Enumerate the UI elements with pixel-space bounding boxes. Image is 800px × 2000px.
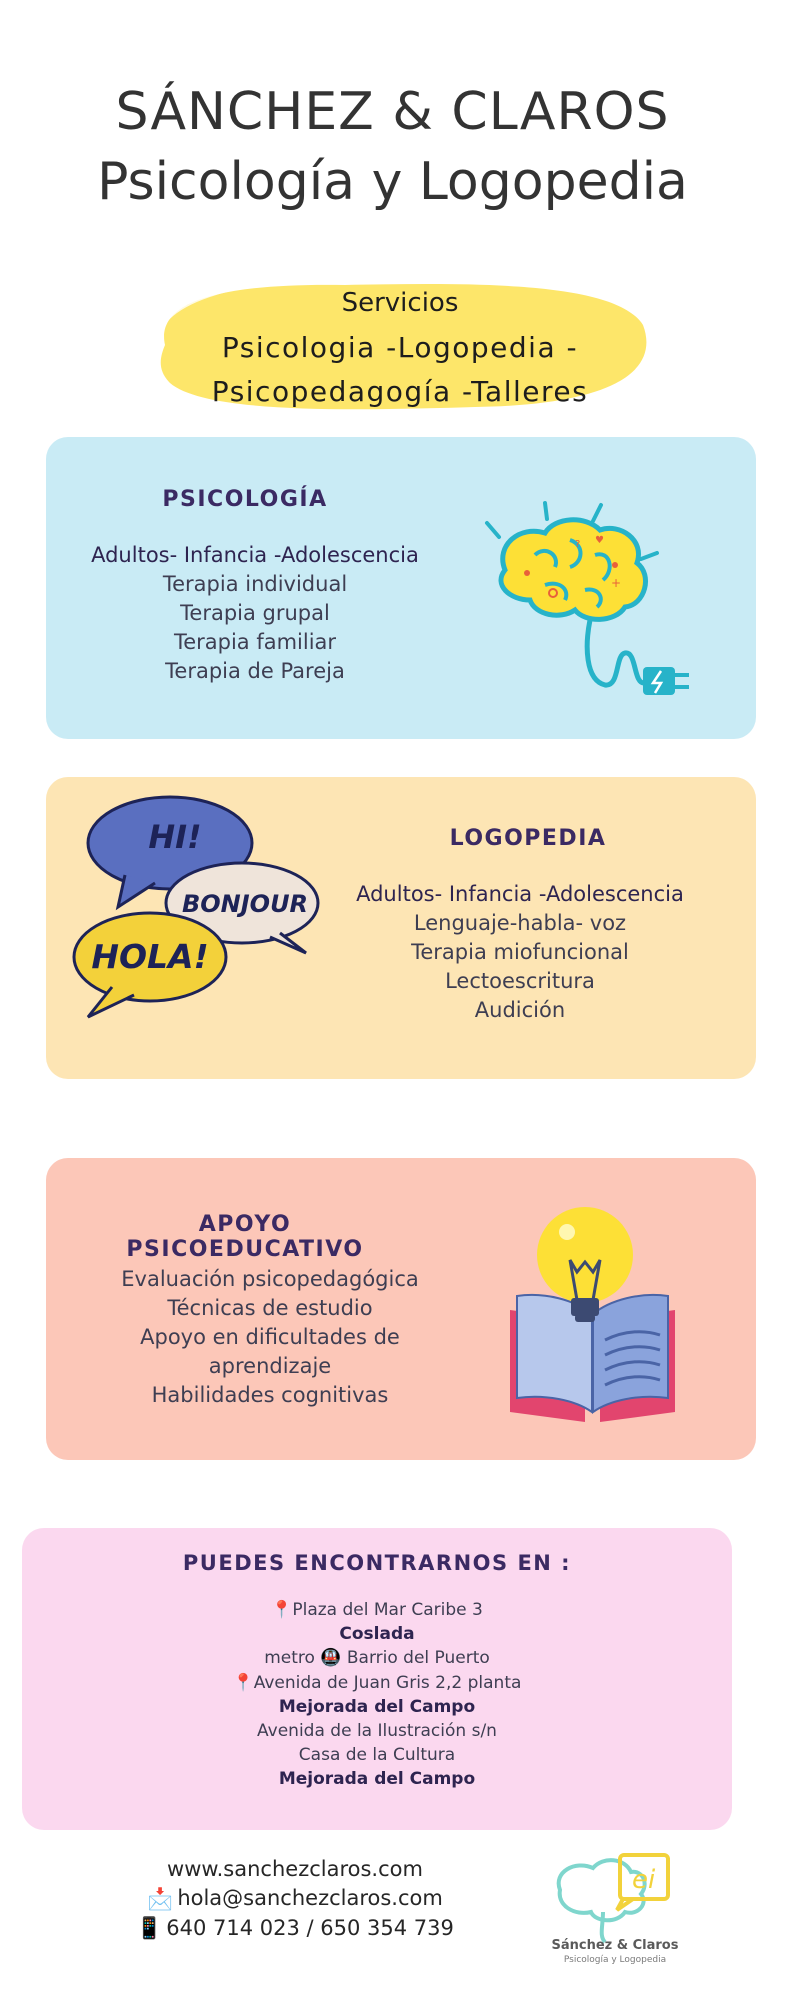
psicologia-item: Terapia grupal — [180, 601, 330, 625]
psicologia-item: Terapia de Pareja — [165, 659, 345, 683]
phone-numbers[interactable]: 640 714 023 / 650 354 739 — [166, 1915, 454, 1940]
svg-text:♥: ♥ — [595, 535, 604, 546]
email-link[interactable]: hola@sanchezclaros.com — [177, 1886, 443, 1910]
logopedia-item: Audición — [474, 998, 566, 1022]
website-link[interactable]: www.sanchezclaros.com — [167, 1857, 423, 1881]
book-lightbulb-icon — [505, 1200, 680, 1425]
logopedia-list — [330, 880, 710, 1025]
apoyo-item: aprendizaje — [208, 1354, 332, 1378]
phone-icon: 📱 — [136, 1916, 163, 1940]
logo-tagline: Psicología y Logopedia — [563, 1955, 667, 1965]
location-line: Casa de la Cultura — [298, 1745, 456, 1766]
svg-text:?: ? — [575, 539, 581, 550]
location-line: 📍Avenida de Juan Gris 2,2 planta — [232, 1672, 522, 1693]
bubble-hi: HI! — [148, 818, 202, 856]
location-city: Coslada — [339, 1624, 415, 1645]
logopedia-item: Terapia miofuncional — [411, 940, 629, 964]
logopedia-item: Lenguaje-habla- voz — [413, 911, 627, 935]
location-line: 📍Plaza del Mar Caribe 3 — [271, 1600, 483, 1620]
apoyo-item: Técnicas de estudio — [167, 1296, 373, 1320]
apoyo-item: Evaluación psicopedagógica — [121, 1267, 419, 1291]
apoyo-item: Habilidades cognitivas — [151, 1383, 389, 1407]
location-line: Avenida de la Ilustración s/n — [257, 1721, 497, 1742]
psicologia-item: Adultos- Infancia -Adolescencia — [91, 543, 419, 567]
logopedia-heading: LOGOPEDIA — [449, 826, 607, 851]
services-line-1: Psicologia -Logopedia - — [221, 331, 579, 364]
logo-name: Sánchez & Claros — [551, 1938, 679, 1953]
services-line-2: Psicopedagogía -Talleres — [211, 375, 589, 408]
svg-text:+: + — [611, 576, 622, 590]
metro-train-icon: 🚇 — [320, 1648, 342, 1669]
location-line: metro 🚇 Barrio del Puerto — [264, 1648, 490, 1669]
services-block — [145, 288, 655, 414]
apoyo-item: Apoyo en dificultades de — [140, 1325, 400, 1349]
bubble-hola: HOLA! — [91, 937, 209, 976]
map-pin-icon: 📍 — [232, 1672, 254, 1693]
services-heading: Servicios — [341, 288, 459, 318]
map-pin-icon: 📍 — [271, 1600, 293, 1620]
psicologia-list — [60, 541, 450, 686]
location-city: Mejorada del Campo — [278, 1769, 476, 1790]
phone-line — [100, 1914, 490, 1944]
contact-block — [100, 1855, 490, 1943]
logo-mark: ei — [632, 1865, 656, 1895]
psicologia-heading: PSICOLOGÍA — [162, 487, 328, 512]
logopedia-item: Lectoescritura — [445, 969, 595, 993]
location-city: Mejorada del Campo — [278, 1696, 476, 1717]
bubble-bonjour: BONJOUR — [181, 890, 309, 918]
title-line-1: SÁNCHEZ & CLAROS — [115, 82, 670, 142]
apoyo-list — [90, 1265, 450, 1410]
locations-list — [22, 1598, 732, 1792]
psicologia-item: Terapia individual — [162, 572, 348, 596]
logopedia-item: Adultos- Infancia -Adolescencia — [356, 882, 684, 906]
brain-plug-icon — [475, 495, 705, 710]
locations-heading: PUEDES ENCONTRARNOS EN : — [182, 1551, 572, 1575]
psicologia-item: Terapia familiar — [173, 630, 337, 654]
apoyo-heading: APOYO PSICOEDUCATIVO — [126, 1212, 364, 1262]
email-icon: 📩 — [147, 1886, 174, 1911]
email-line — [100, 1884, 490, 1914]
title-line-2: Psicología y Logopedia — [97, 152, 688, 212]
